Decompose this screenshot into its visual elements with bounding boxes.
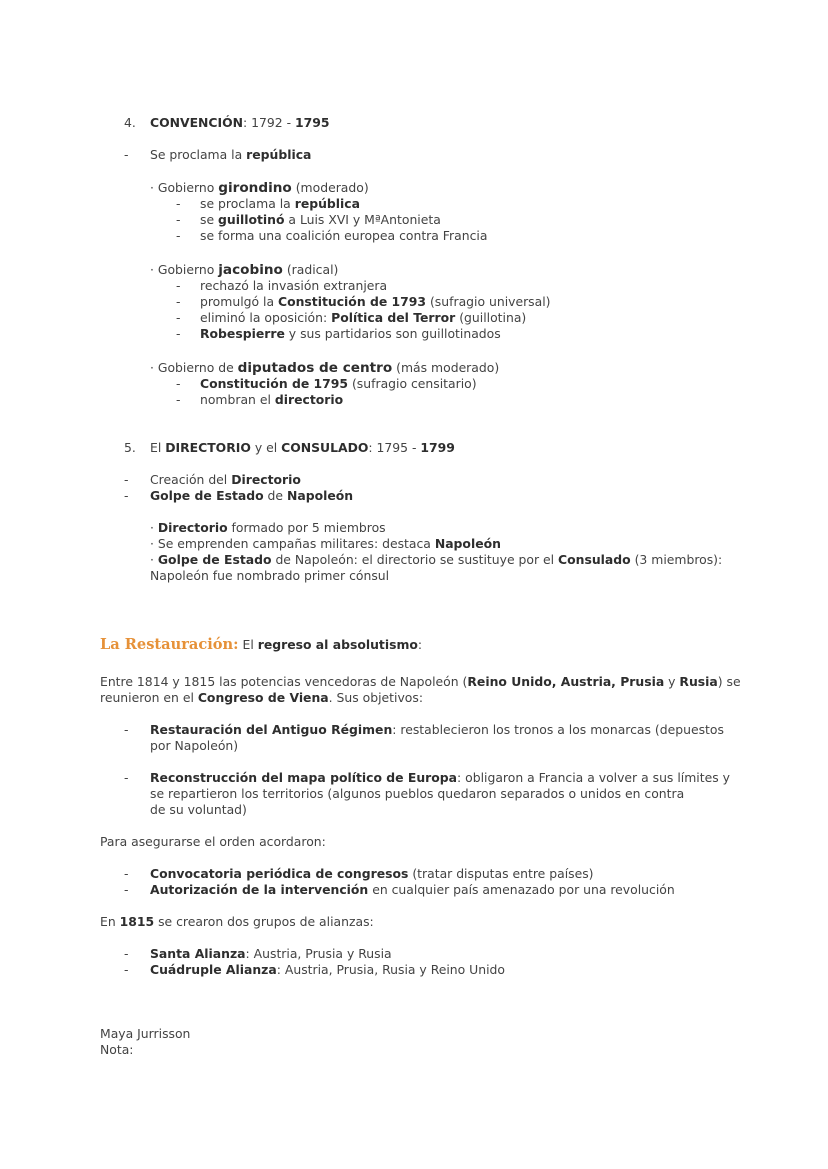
sub-dash: - [176,294,181,309]
centro-item: nombran el directorio [200,392,344,407]
order-item: Convocatoria periódica de congresos (tratar disputas entre países) [150,866,594,881]
section-4-title: CONVENCIÓN: 1792 - 1795 [150,115,330,130]
bullet-dash: - [124,946,129,961]
author-name: Maya Jurrisson [100,1026,191,1041]
girondino-item: se forma una coalición europea contra Francia [200,228,488,243]
restauracion-intro: Entre 1814 y 1815 las potencias vencedoras de Napoleón (Reino Unido, Austria, Prusia y Rusia) se [100,674,741,689]
jacobino-item: rechazó la invasión extranjera [200,278,388,293]
grade-label: Nota: [100,1042,134,1057]
objective-item: Reconstrucción del mapa político de Europa: obligaron a Francia a volver a sus límites y [150,770,730,785]
section-4-number: 4. [124,115,136,130]
alliance-item: Cuádruple Alianza: Austria, Prusia, Rusia y Reino Unido [150,962,505,977]
sub-dash: - [176,278,181,293]
jacobino-item: promulgó la Constitución de 1793 (sufragio universal) [200,294,551,309]
restauracion-title: La Restauración: [100,636,239,653]
alliances-intro: En 1815 se crearon dos grupos de alianzas: [100,914,374,929]
girondino-item: se guillotinó a Luis XVI y MªAntonieta [200,212,441,227]
section-5-bullet: Creación del Directorio [150,472,301,487]
restauracion-intro-line-2: reunieron en el Congreso de Viena. Sus objetivos: [100,690,424,705]
jacobino-item: eliminó la oposición: Política del Terror (guillotina) [200,310,527,325]
girondino-item: se proclama la república [200,196,360,211]
centro-item: Constitución de 1795 (sufragio censitario) [200,376,477,391]
objective-item-line-2: por Napoleón) [150,738,239,753]
jacobino-item: Robespierre y sus partidarios son guillotinados [200,326,501,341]
centro-heading: · Gobierno de diputados de centro (más moderado) [150,360,500,376]
section-5-bullet: Golpe de Estado de Napoleón [150,488,354,503]
bullet-republic: Se proclama la república [150,147,312,162]
bullet-dash: - [124,488,129,503]
coup-note: · Golpe de Estado de Napoleón: el directorio se sustituye por el Consulado (3 miembros): [150,552,723,567]
objective-item-line-2: se repartieron los territorios (algunos pueblos quedaron separados o unidos en contra [150,786,685,801]
order-intro: Para asegurarse el orden acordaron: [100,834,326,849]
directorio-note: · Directorio formado por 5 miembros [150,520,386,535]
restauracion-heading: La Restauración: El regreso al absolutismo: [100,636,423,653]
bullet-dash: - [124,472,129,487]
alliance-item: Santa Alianza: Austria, Prusia y Rusia [150,946,392,961]
campaigns-note: · Se emprenden campañas militares: destaca Napoleón [150,536,501,551]
sub-dash: - [176,228,181,243]
objective-item: Restauración del Antiguo Régimen: restablecieron los tronos a los monarcas (depuestos [150,722,724,737]
order-item: Autorización de la intervención en cualquier país amenazado por una revolución [150,882,675,897]
sub-dash: - [176,326,181,341]
sub-dash: - [176,212,181,227]
objective-item-line-3: de su voluntad) [150,802,247,817]
coup-note-line-2: Napoleón fue nombrado primer cónsul [150,568,390,583]
bullet-dash: - [124,147,129,162]
bullet-dash: - [124,882,129,897]
section-5-title: El DIRECTORIO y el CONSULADO: 1795 - 1799 [150,440,455,455]
jacobino-heading: · Gobierno jacobino (radical) [150,262,339,278]
girondino-heading: · Gobierno girondino (moderado) [150,180,369,196]
sub-dash: - [176,196,181,211]
sub-dash: - [176,376,181,391]
bullet-dash: - [124,770,129,785]
section-5-number: 5. [124,440,136,455]
bullet-dash: - [124,722,129,737]
sub-dash: - [176,310,181,325]
bullet-dash: - [124,866,129,881]
bullet-dash: - [124,962,129,977]
sub-dash: - [176,392,181,407]
